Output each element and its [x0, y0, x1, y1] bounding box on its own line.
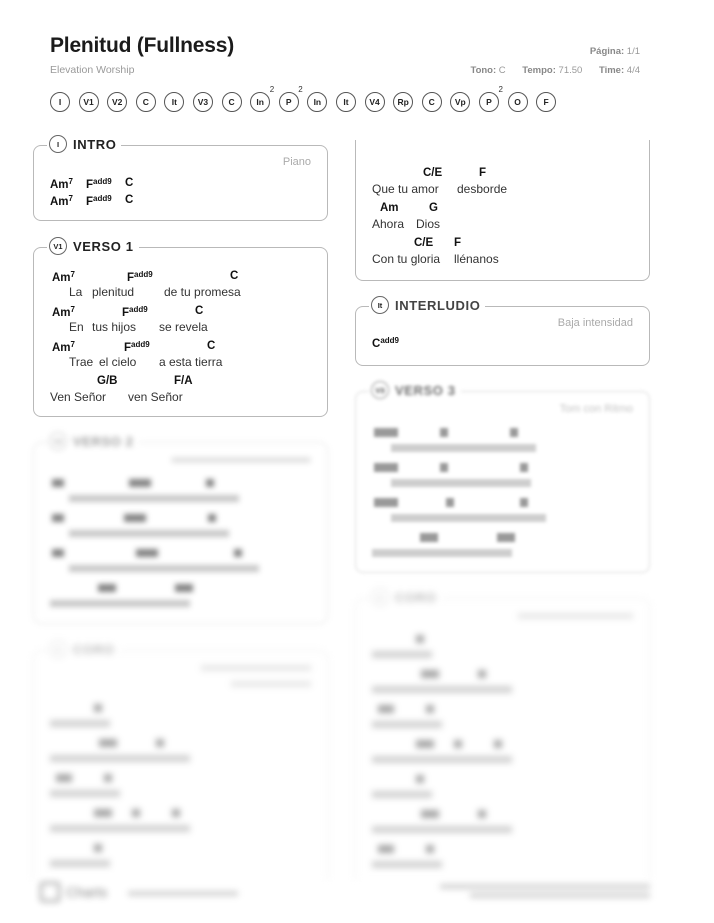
lyric-line [372, 202, 642, 232]
roadmap-pill[interactable] [336, 92, 356, 112]
roadmap-pill[interactable] [508, 92, 528, 112]
page-footer [40, 880, 650, 910]
chord: $F^{add9}$ [86, 177, 112, 191]
lyric: Que tu amor [372, 182, 439, 196]
roadmap-pill[interactable] [79, 92, 99, 112]
roadmap-pill-label: V2 [111, 97, 123, 107]
lyric: Ven Señor [50, 390, 107, 404]
lyric-line [52, 270, 322, 300]
roadmap-pill-label: C [228, 97, 235, 107]
verso3-note: Tom con Ritmo [559, 403, 633, 415]
chord: C [230, 270, 239, 282]
section-title: VERSO 3 [395, 382, 456, 398]
chord: Am$^7$ [52, 340, 75, 354]
section-title: CORO [73, 641, 115, 657]
lyric: a esta tierra [159, 355, 223, 369]
roadmap-pill[interactable] [393, 92, 413, 112]
chord: C [207, 340, 216, 352]
roadmap-pill[interactable] [450, 92, 470, 112]
lyric: tus hijos [92, 320, 137, 334]
lyric: llénanos [454, 252, 499, 266]
section-title: VERSO 2 [73, 433, 134, 449]
song-header [50, 34, 645, 84]
coro-continuation-section [355, 140, 650, 281]
repeat-count: 2 [498, 85, 503, 94]
tempo-value: 71.50 [558, 65, 583, 76]
roadmap-pill-label: V4 [369, 97, 380, 107]
section-title: CORO [395, 589, 437, 605]
interludio-header [369, 296, 485, 314]
song-title: Plenitud (Fullness) [50, 34, 235, 57]
logo-icon [40, 882, 60, 902]
roadmap-pill[interactable] [279, 85, 303, 112]
lyric: ven Señor [128, 390, 183, 404]
lyric: Dios [416, 217, 441, 231]
chord: G/B [97, 375, 118, 387]
section-roadmap [50, 85, 630, 112]
chord: C [125, 194, 134, 206]
roadmap-pill[interactable] [307, 92, 327, 112]
roadmap-pill[interactable] [222, 92, 242, 112]
coro-right-section [355, 598, 650, 880]
interludio-section [355, 306, 650, 366]
chord: $C^{add9}$ [372, 336, 399, 350]
lyric: En [69, 320, 84, 334]
lyric-line [52, 305, 322, 335]
roadmap-pill-label: It [171, 97, 177, 107]
verso3-header [369, 381, 461, 399]
section-badge: V3 [371, 381, 389, 399]
section-badge: V1 [49, 237, 67, 255]
lyric: Con tu gloria [372, 252, 441, 266]
section-title: INTRO [73, 136, 117, 152]
repeat-count: 2 [298, 85, 303, 94]
chord: $F^{add9}$ [86, 194, 112, 208]
chord: Am$^7$ [52, 270, 75, 284]
verso1-section [33, 247, 328, 417]
roadmap-pill[interactable] [136, 92, 156, 112]
song-artist: Elevation Worship [50, 64, 135, 76]
verso2-header [47, 432, 139, 450]
chord: Am [380, 202, 399, 214]
section-badge: C [49, 640, 67, 658]
roadmap-pill[interactable] [193, 92, 213, 112]
intro-note: Piano [282, 156, 311, 168]
roadmap-pill-label: C [142, 97, 149, 107]
verso1-header [47, 237, 139, 255]
section-badge: V2 [49, 432, 67, 450]
chord: F [479, 167, 487, 179]
chord: $F^{add9}$ [124, 340, 150, 354]
intro-section [33, 145, 328, 221]
roadmap-pill-label: V3 [197, 97, 209, 107]
section-badge: C [371, 588, 389, 606]
footer-logo [40, 882, 107, 902]
roadmap-pill[interactable] [536, 92, 556, 112]
roadmap-pill-label: F [543, 97, 549, 107]
roadmap-pill-label: In [256, 97, 264, 107]
chord: Am$^7$ [52, 305, 75, 319]
lyric: Trae [69, 355, 94, 369]
chord: C [195, 305, 204, 317]
coro-right-header [369, 588, 441, 606]
chord: Am$^7$ [50, 194, 73, 208]
chord: $F^{add9}$ [127, 270, 153, 284]
key-value: C [498, 65, 506, 76]
lyric: desborde [457, 182, 508, 196]
lyric: el cielo [99, 355, 137, 369]
roadmap-pill-label: Vp [454, 97, 466, 107]
roadmap-pill-label: It [343, 97, 349, 107]
page-value: 1/1 [626, 46, 640, 57]
chord: C/E [414, 237, 434, 249]
lyric: de tu promesa [164, 285, 241, 299]
key-label: Tono: [470, 65, 497, 76]
intro-header [47, 135, 121, 153]
page-label: Página: [589, 46, 625, 57]
lyric-line [372, 237, 642, 267]
roadmap-pill-label: P [285, 97, 292, 107]
roadmap-pill[interactable] [107, 92, 127, 112]
roadmap-pill-label: V1 [83, 97, 94, 107]
roadmap-pill[interactable] [50, 92, 70, 112]
chord: F/A [174, 375, 193, 387]
section-title: VERSO 1 [73, 238, 134, 254]
chord: C/E [423, 167, 443, 179]
verso3-section [355, 391, 650, 573]
song-meta [456, 65, 640, 76]
time-label: Time: [598, 65, 625, 76]
roadmap-pill-label: Rp [397, 97, 409, 107]
roadmap-pill[interactable] [164, 92, 184, 112]
logo-text: Charts [66, 884, 108, 900]
section-title: INTERLUDIO [395, 297, 481, 313]
section-badge: I [49, 135, 67, 153]
verso2-section [33, 442, 328, 624]
lyric: La [69, 285, 83, 299]
chord: F [454, 237, 462, 249]
coro-header [47, 640, 119, 658]
chord: C [125, 177, 134, 189]
lyric: se revela [159, 320, 208, 334]
lyric: Ahora [372, 217, 405, 231]
chord: Am$^7$ [50, 177, 73, 191]
lyric-line [372, 167, 642, 197]
roadmap-pill-label: C [428, 97, 435, 107]
chord: G [429, 202, 438, 214]
repeat-count: 2 [269, 85, 275, 94]
section-badge: It [371, 296, 389, 314]
lyric-line [50, 375, 320, 405]
roadmap-pill-label: P [486, 97, 492, 107]
lyric-line [52, 340, 322, 370]
roadmap-pill-label: In [313, 97, 322, 107]
roadmap-pill-label: O [514, 97, 521, 107]
interludio-note: Baja intensidad [557, 317, 633, 329]
tempo-label: Tempo: [522, 65, 556, 76]
chord: $F^{add9}$ [122, 305, 148, 319]
time-value: 4/4 [626, 65, 640, 76]
roadmap-pill-label: I [58, 97, 62, 107]
coro-section [33, 650, 328, 880]
lyric: plenitud [92, 285, 135, 299]
roadmap-pill[interactable] [422, 92, 442, 112]
roadmap-pill[interactable] [479, 85, 503, 112]
roadmap-pill[interactable] [250, 85, 275, 112]
roadmap-pill[interactable] [365, 92, 385, 112]
page-indicator [590, 46, 640, 57]
